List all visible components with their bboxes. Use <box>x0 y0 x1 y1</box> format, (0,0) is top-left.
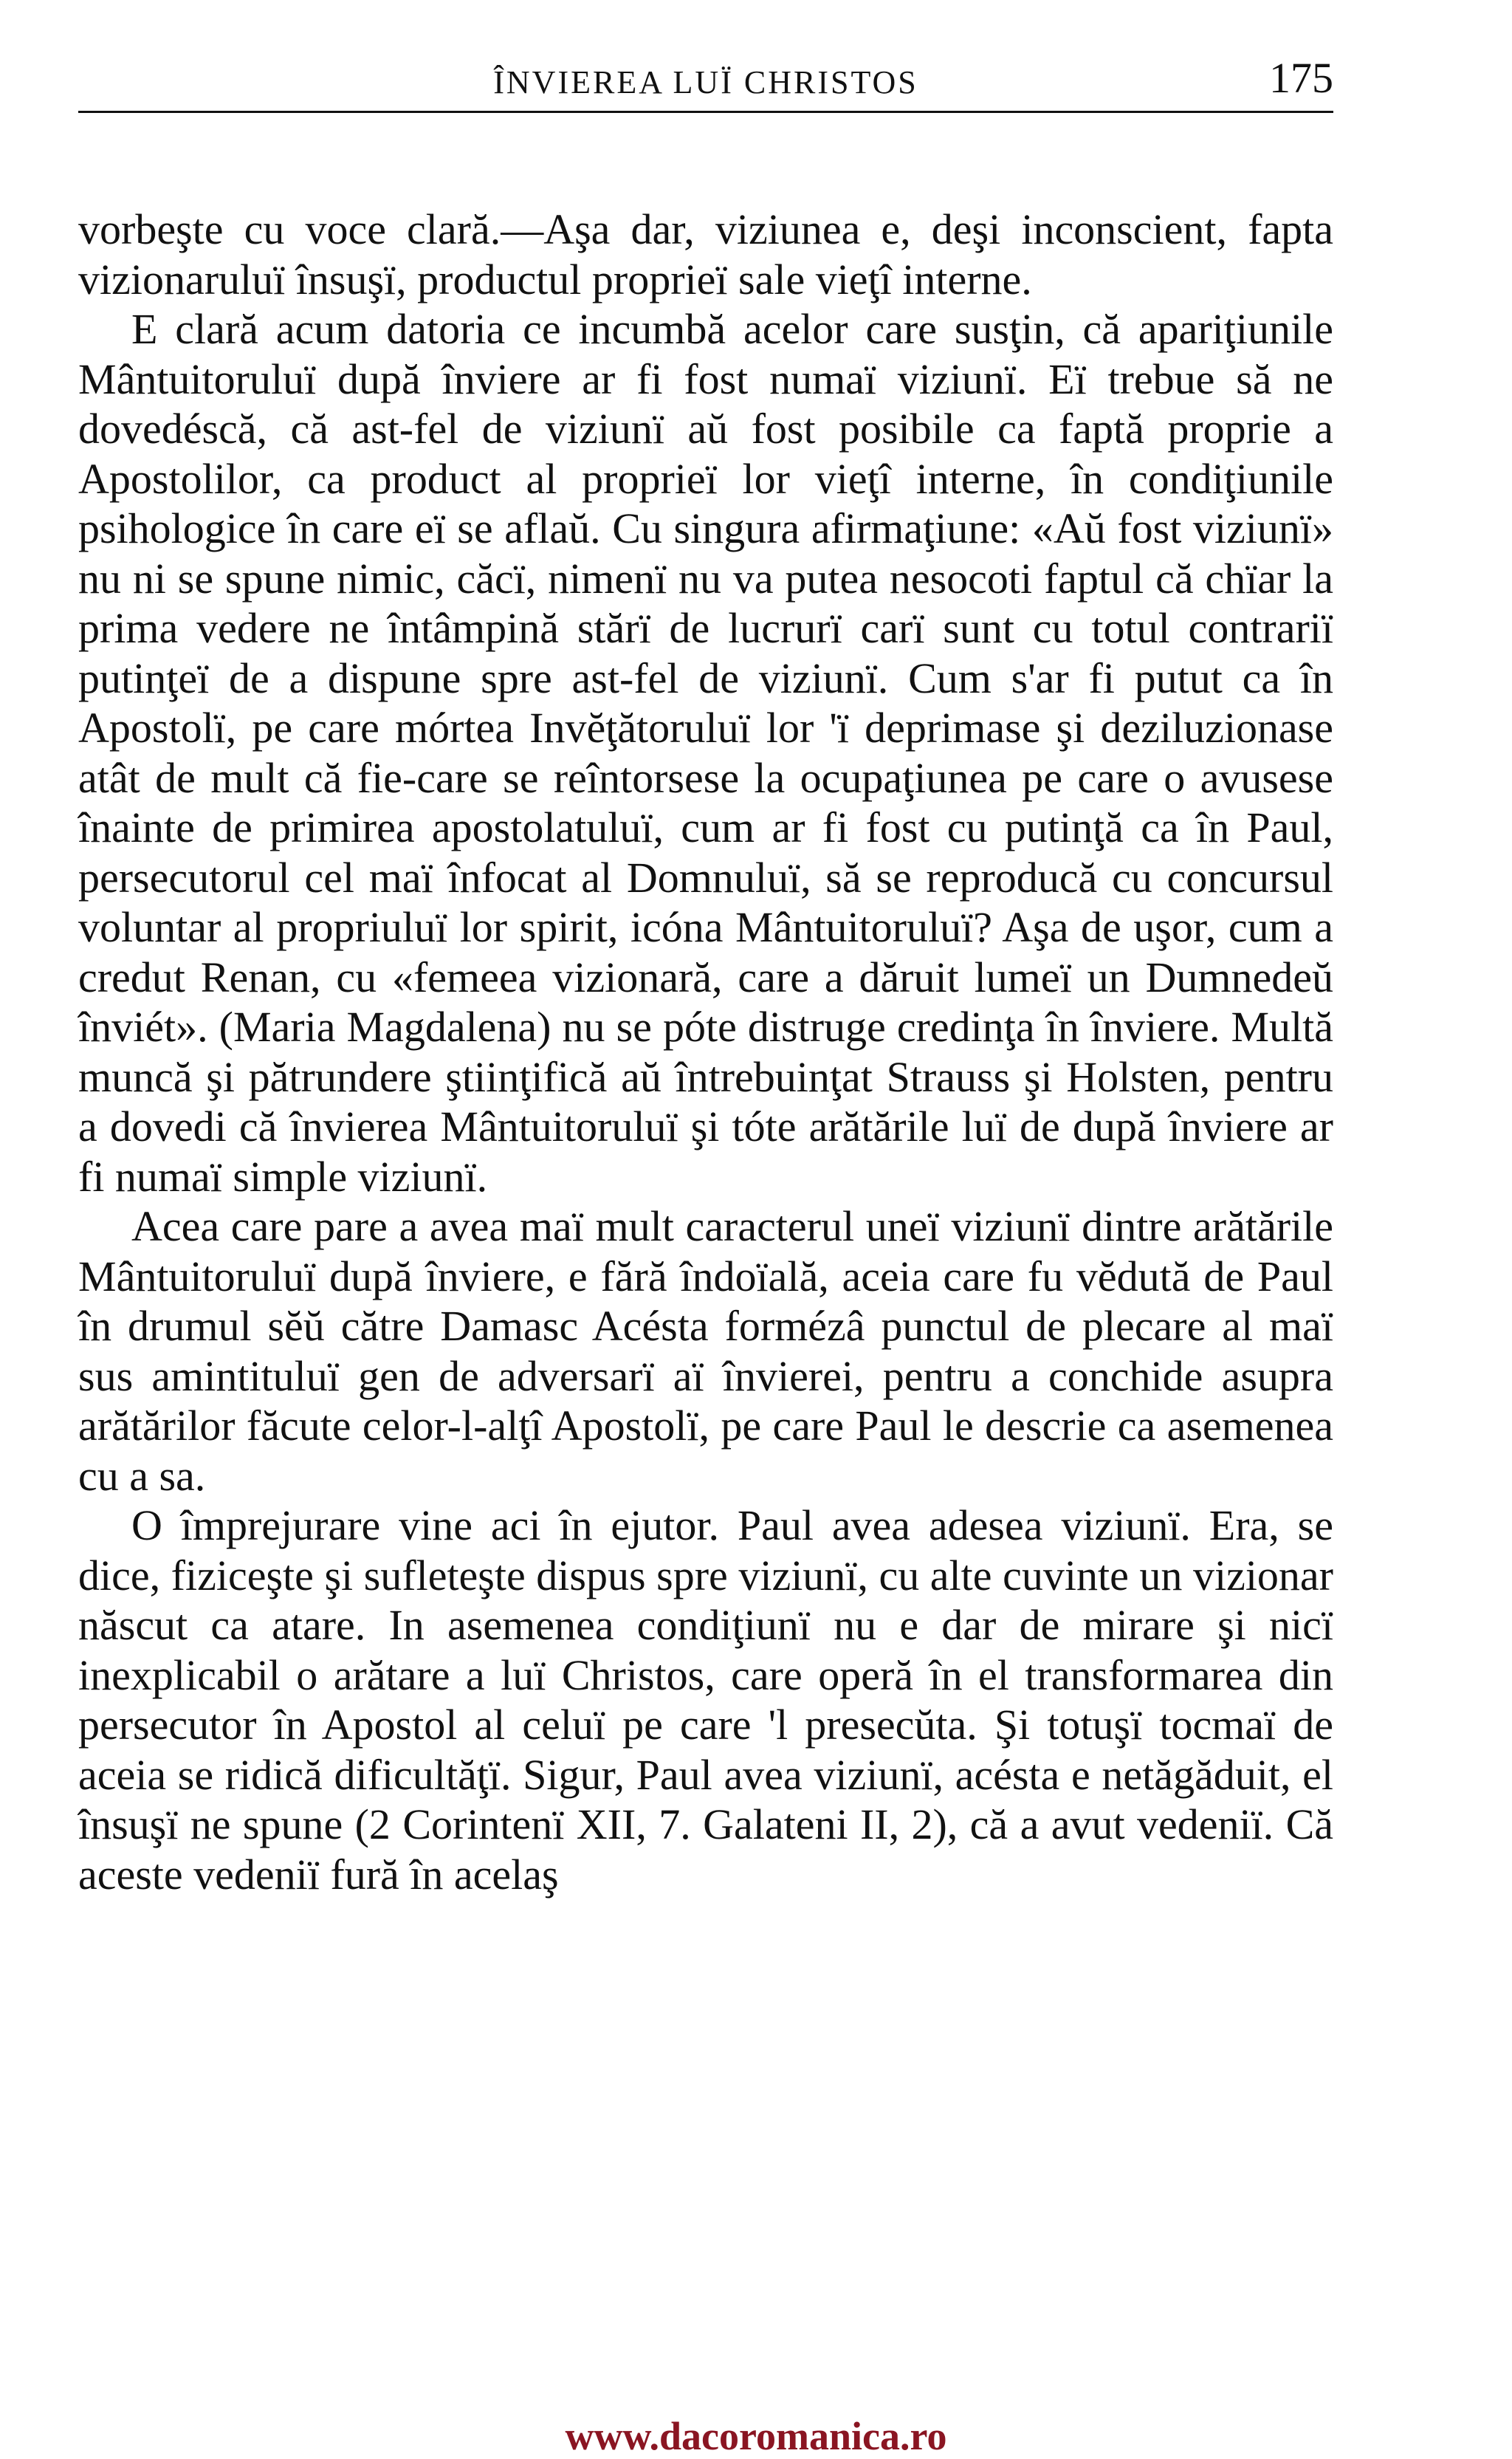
watermark-url: www.dacoromanica.ro <box>565 2414 947 2458</box>
book-page <box>78 44 1333 1899</box>
running-title: ÎNVIEREA LUÏ CHRISTOS <box>493 64 918 100</box>
page-header <box>78 44 1333 113</box>
body-text <box>78 205 1333 1899</box>
paragraph-1: vorbeşte cu voce clară.—Aşa dar, viziunea e, deşi inconscient, fapta vizionaruluï însuşï, productul proprieï sale vieţî interne. <box>78 205 1333 303</box>
paragraph-3: Acea care pare a avea maï mult caracterul uneï viziunï dintre arătările Mântuitoruluï după înviere, e fără îndoïală, aceia care fu vĕdută de Paul în drumul sĕŭ către Damasc Acésta formézâ punctul de plecare al maï sus amintituluï gen de adversarï aï învierei, pentru a conchide asupra arătărilor făcute celor-l-alţî Apostolï, pe care Paul le descrie ca asemenea cu a sa. <box>78 1202 1333 1500</box>
page-number: 175 <box>1269 54 1333 102</box>
paragraph-4: O împrejurare vine aci în ejutor. Paul avea adesea viziunï. Era, se dice, fiziceşte şi sufleteşte dispus spre viziunï, cu alte cuvinte un vizionar născut ca atare. In asemenea condiţiunï nu e dar de mirare şi nicï inexplicabil o arătare a luï Christos, care operă în el transformarea din persecutor în Apostol al celuï pe care 'l presecŭta. Şi totuşï tocmaï de aceia se ridică dificultăţï. Sigur, Paul avea viziunï, acésta e netăgăduit, el însuşï ne spune (2 Corintenï XII, 7. Galateni II, 2), că a avut vedeniï. Că aceste vedeniï fură în acelaş <box>78 1501 1333 1899</box>
paragraph-2: E clară acum datoria ce incumbă acelor care susţin, că apariţiunile Mântuitoruluï după înviere ar fi fost numaï viziunï. Eï trebue să ne dovedéscă, că ast-fel de viziunï aŭ fost posibile ca faptă proprie a Apostolilor, ca product al proprieï lor vieţî interne, în condiţiunile psihologice în care eï se aflaŭ. Cu singura afirmaţiune: «Aŭ fost viziunï» nu ni se spune nimic, căcï, nimenï nu va putea nesocoti faptul că chïar la prima vedere ne întâmpină stărï de lucrurï carï sunt cu totul contrariï putinţeï de a dispune spre ast-fel de viziunï. Cum s'ar fi putut ca în Apostolï, pe care mórtea Invĕţătoruluï lor 'ï deprimase şi deziluzionase atât de mult că fie-care se reîntorsese la ocupaţiunea pe care o avusese înainte de primirea apostolatuluï, cum ar fi fost cu putinţă ca în Paul, persecutorul cel maï înfocat al Domnuluï, să se reproducă cu concursul voluntar al propriuluï lor spirit, icóna Mântuitoruluï? Aşa de uşor, cum a credut Renan, cu «femeea vizionară, care a dăruit lumeï un Dumnedeŭ înviét». (Maria Magdalena) nu se póte distruge credinţa în înviere. Multă muncă şi pătrundere ştiinţifică aŭ întrebuinţat Strauss şi Holsten, pentru a dovedi că învierea Mântuitoruluï şi tóte arătările luï de după înviere ar fi numaï simple viziunï. <box>78 305 1333 1201</box>
